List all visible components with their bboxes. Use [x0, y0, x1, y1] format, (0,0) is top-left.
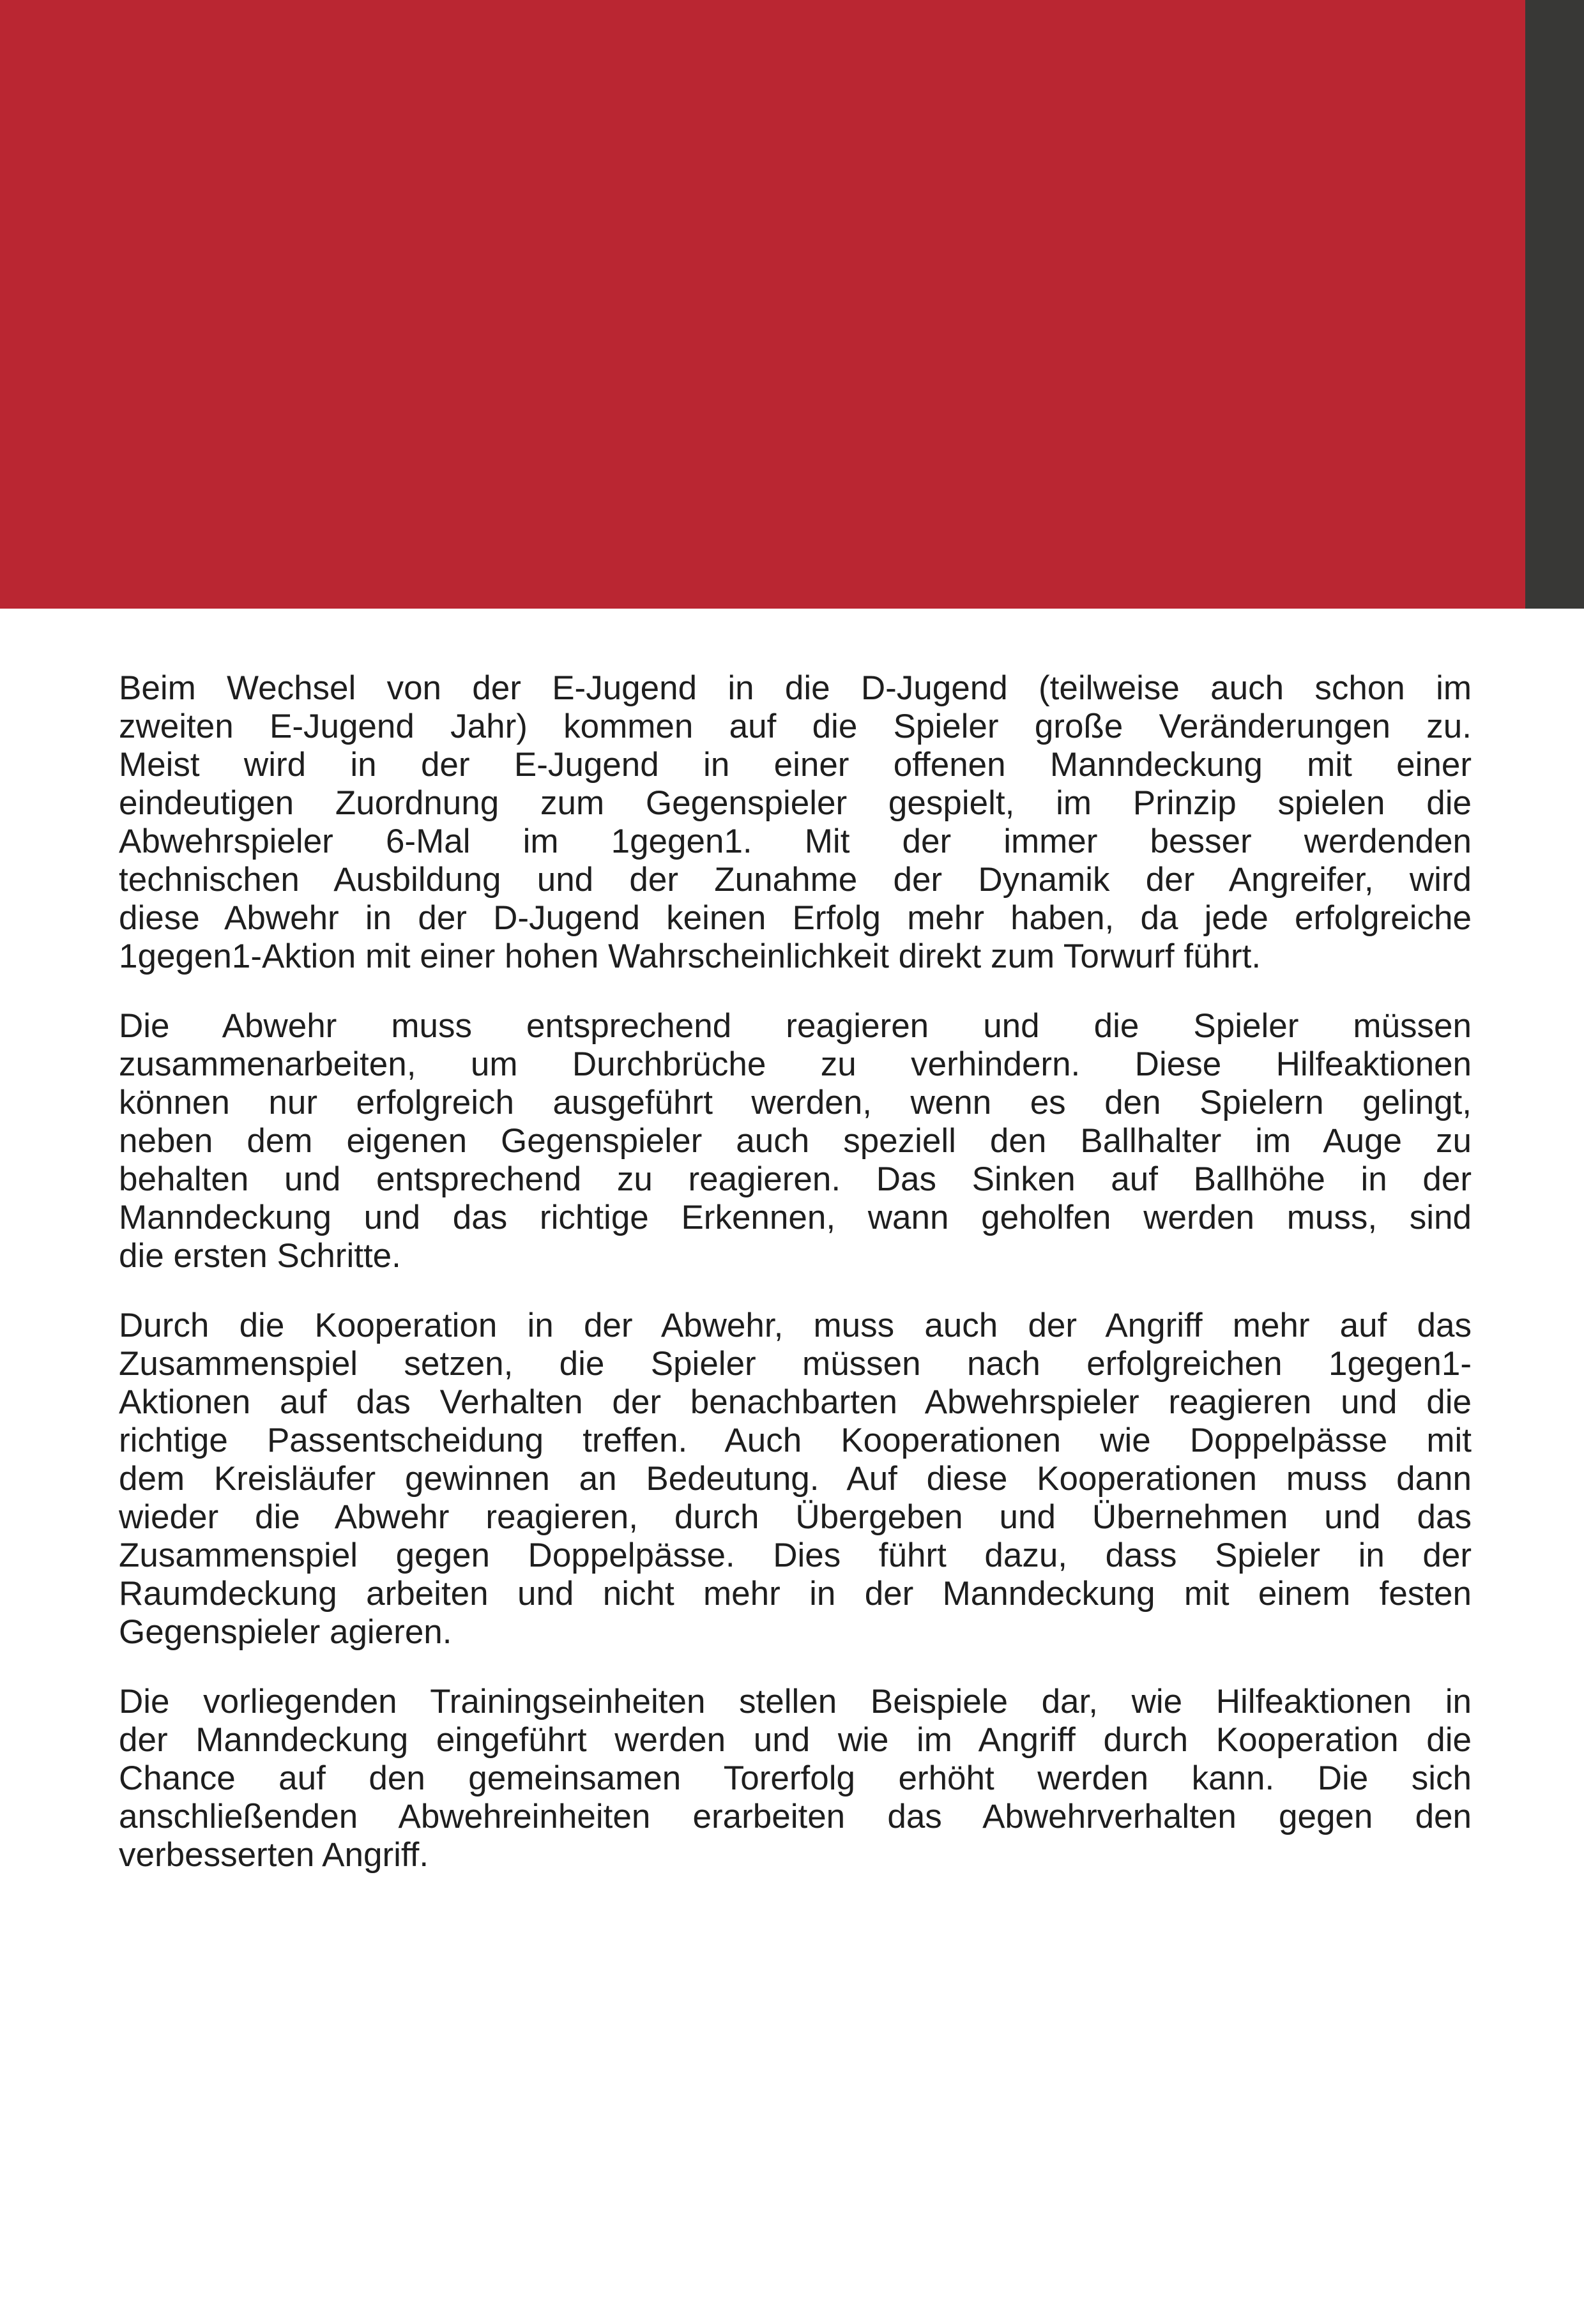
paragraph [119, 1007, 1472, 1275]
text-line: Aktionen auf das Verhalten der benachbarten Abwehrspieler reagieren und die [119, 1383, 1472, 1421]
text-line: diese Abwehr in der D-Jugend keinen Erfolg mehr haben, da jede erfolgreiche [119, 899, 1472, 937]
text-line: Raumdeckung arbeiten und nicht mehr in der Manndeckung mit einem festen [119, 1575, 1472, 1613]
text-line: Die Abwehr muss entsprechend reagieren und die Spieler müssen [119, 1007, 1472, 1045]
text-line: eindeutigen Zuordnung zum Gegenspieler gespielt, im Prinzip spielen die [119, 784, 1472, 822]
text-line: Die vorliegenden Trainingseinheiten stellen Beispiele dar, wie Hilfeaktionen in [119, 1683, 1472, 1720]
text-line: behalten und entsprechend zu reagieren. Das Sinken auf Ballhöhe in der [119, 1160, 1472, 1198]
paragraph [119, 1683, 1472, 1874]
paragraph [119, 669, 1472, 976]
text-line: Zusammenspiel setzen, die Spieler müssen nach erfolgreichen 1gegen1- [119, 1345, 1472, 1383]
paragraph [119, 1307, 1472, 1652]
text-line: Meist wird in der E-Jugend in einer offenen Manndeckung mit einer [119, 746, 1472, 784]
body-text [119, 669, 1472, 1906]
text-line: dem Kreisläufer gewinnen an Bedeutung. Auf diese Kooperationen muss dann [119, 1460, 1472, 1498]
text-line: Gegenspieler agieren. [119, 1613, 452, 1651]
text-line: Abwehrspieler 6-Mal im 1gegen1. Mit der immer besser werdenden [119, 823, 1472, 860]
text-line: technischen Ausbildung und der Zunahme der Dynamik der Angreifer, wird [119, 861, 1472, 899]
text-line: Manndeckung und das richtige Erkennen, wann geholfen werden muss, sind [119, 1199, 1472, 1236]
text-line: wieder die Abwehr reagieren, durch Übergeben und Übernehmen und das [119, 1498, 1472, 1536]
text-line: die ersten Schritte. [119, 1237, 401, 1275]
text-line: Chance auf den gemeinsamen Torerfolg erhöht werden kann. Die sich [119, 1759, 1472, 1797]
text-line: Beim Wechsel von der E-Jugend in die D-Jugend (teilweise auch schon im [119, 669, 1472, 707]
text-line: Zusammenspiel gegen Doppelpässe. Dies führt dazu, dass Spieler in der [119, 1537, 1472, 1574]
text-line: richtige Passentscheidung treffen. Auch Kooperationen wie Doppelpässe mit [119, 1422, 1472, 1459]
text-line: zweiten E-Jugend Jahr) kommen auf die Spieler große Veränderungen zu. [119, 708, 1472, 745]
header-dark-side-bar [1525, 0, 1584, 609]
header-red-band [0, 0, 1525, 609]
text-line: verbesserten Angriff. [119, 1836, 429, 1874]
text-line: der Manndeckung eingeführt werden und wie im Angriff durch Kooperation die [119, 1721, 1472, 1759]
text-line: neben dem eigenen Gegenspieler auch speziell den Ballhalter im Auge zu [119, 1122, 1472, 1160]
text-line: zusammenarbeiten, um Durchbrüche zu verhindern. Diese Hilfeaktionen [119, 1045, 1472, 1083]
text-line: anschließenden Abwehreinheiten erarbeiten das Abwehrverhalten gegen den [119, 1798, 1472, 1835]
text-line: können nur erfolgreich ausgeführt werden, wenn es den Spielern gelingt, [119, 1084, 1472, 1121]
text-line: 1gegen1-Aktion mit einer hohen Wahrscheinlichkeit direkt zum Torwurf führt. [119, 938, 1261, 975]
text-line: Durch die Kooperation in der Abwehr, muss auch der Angriff mehr auf das [119, 1307, 1472, 1344]
